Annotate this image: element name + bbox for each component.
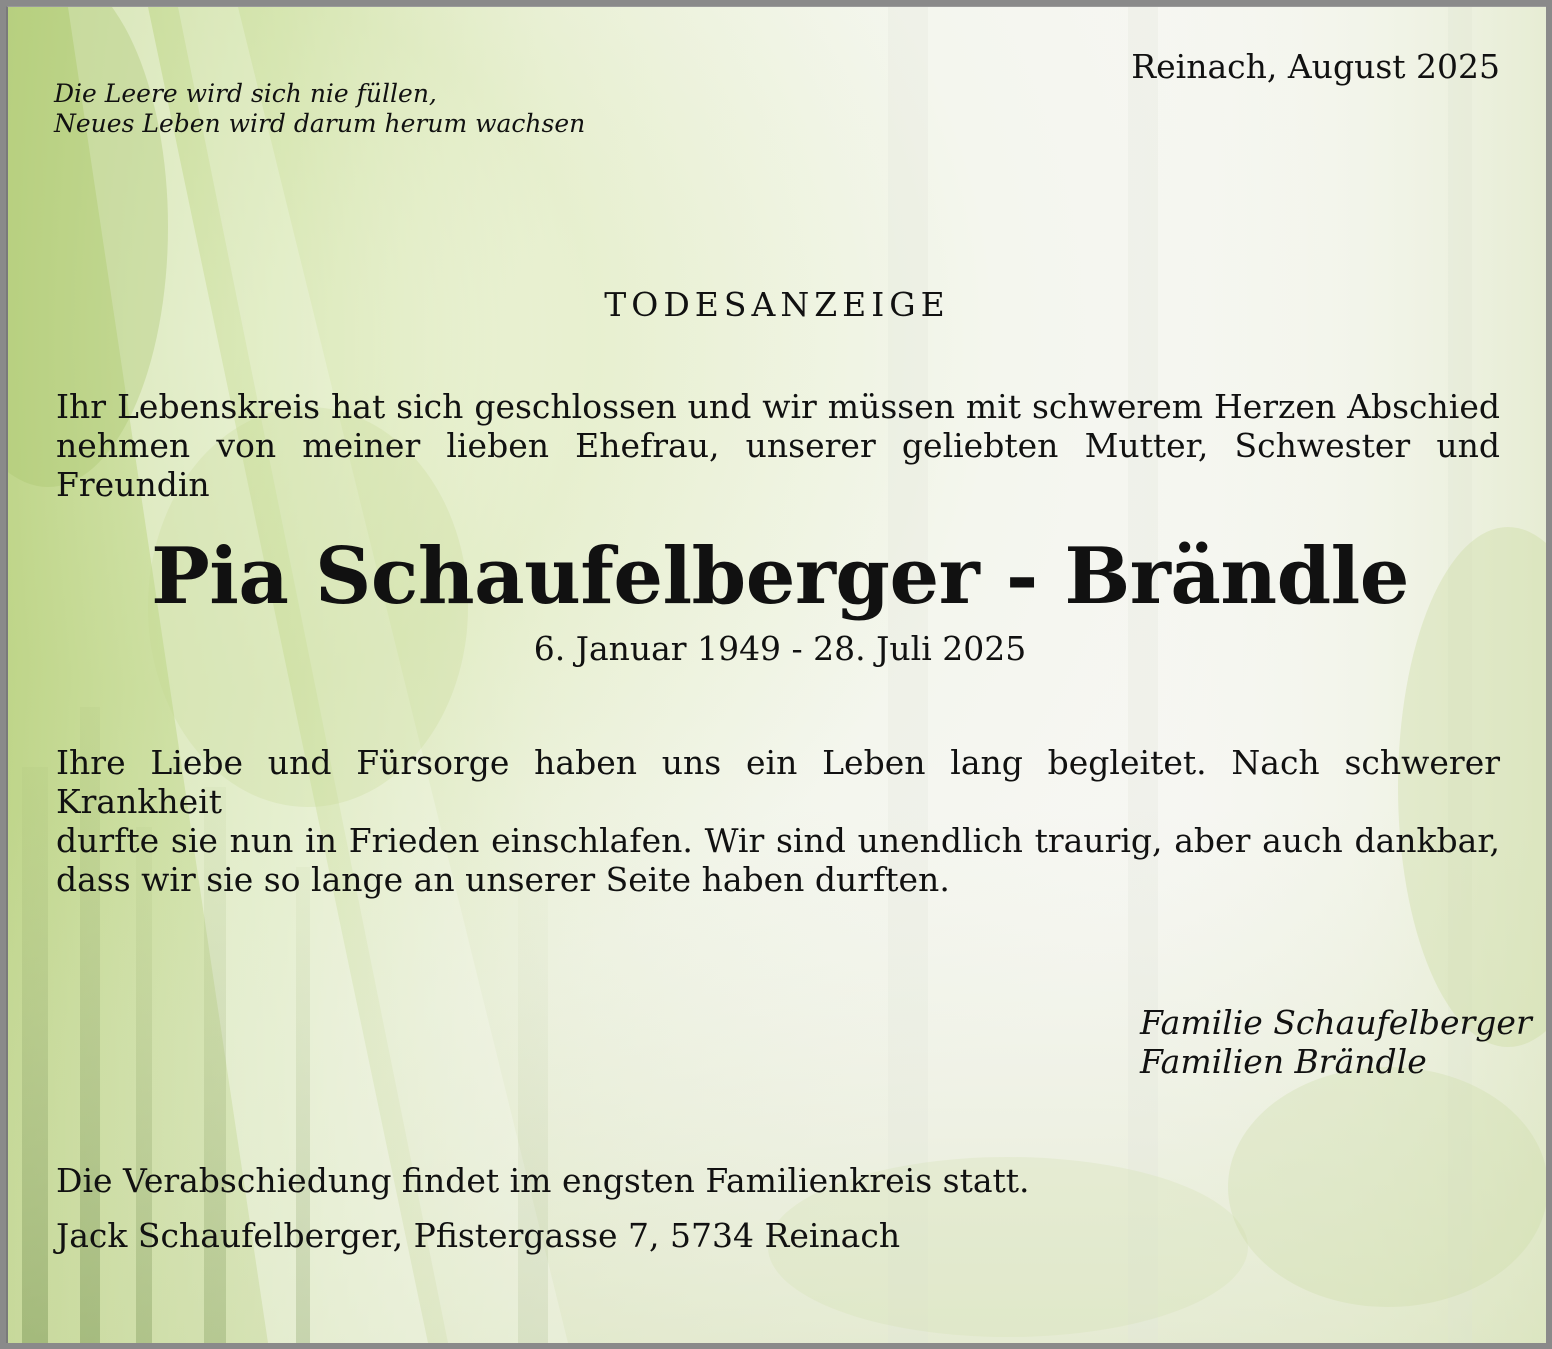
intro-line-1: Ihr Lebenskreis hat sich geschlossen und wir müssen mit schwerem Herzen Abschied <box>56 387 1500 426</box>
obituary-notice <box>6 6 1546 1343</box>
farewell-note: Die Verabschiedung findet im engsten Familienkreis statt. <box>56 1161 1030 1200</box>
notice-heading: TODESANZEIGE <box>604 285 950 324</box>
tribute-text <box>56 743 1500 899</box>
forest-background-image <box>8 7 1546 1343</box>
signature-line-2: Familien Brändle <box>1140 1042 1427 1081</box>
tribute-line-1: Ihre Liebe und Fürsorge haben uns ein Leben lang begleitet. Nach schwerer Krankheit <box>56 743 1500 821</box>
contact-address: Jack Schaufelberger, Pfistergasse 7, 5734 Reinach <box>56 1216 901 1255</box>
family-signature <box>1140 1003 1532 1081</box>
signature-line-1: Familie Schaufelberger <box>1140 1003 1532 1042</box>
motto-line-1: Die Leere wird sich nie füllen, <box>54 79 437 108</box>
tribute-line-2: durfte sie nun in Frieden einschlafen. Wir sind unendlich traurig, aber auch dankbar, <box>56 821 1500 860</box>
life-dates: 6. Januar 1949 - 28. Juli 2025 <box>533 629 1027 668</box>
intro-line-2: nehmen von meiner lieben Ehefrau, unserer geliebten Mutter, Schwester und Freundin <box>56 426 1500 504</box>
deceased-name: Pia Schaufelberger - Brändle <box>151 531 1409 622</box>
motto-line-2: Neues Leben wird darum herum wachsen <box>54 109 586 138</box>
place-date: Reinach, August 2025 <box>1131 47 1500 86</box>
intro-text <box>56 387 1500 504</box>
motto-quote <box>54 79 585 139</box>
tribute-line-3: dass wir sie so lange an unserer Seite haben durften. <box>56 860 950 899</box>
